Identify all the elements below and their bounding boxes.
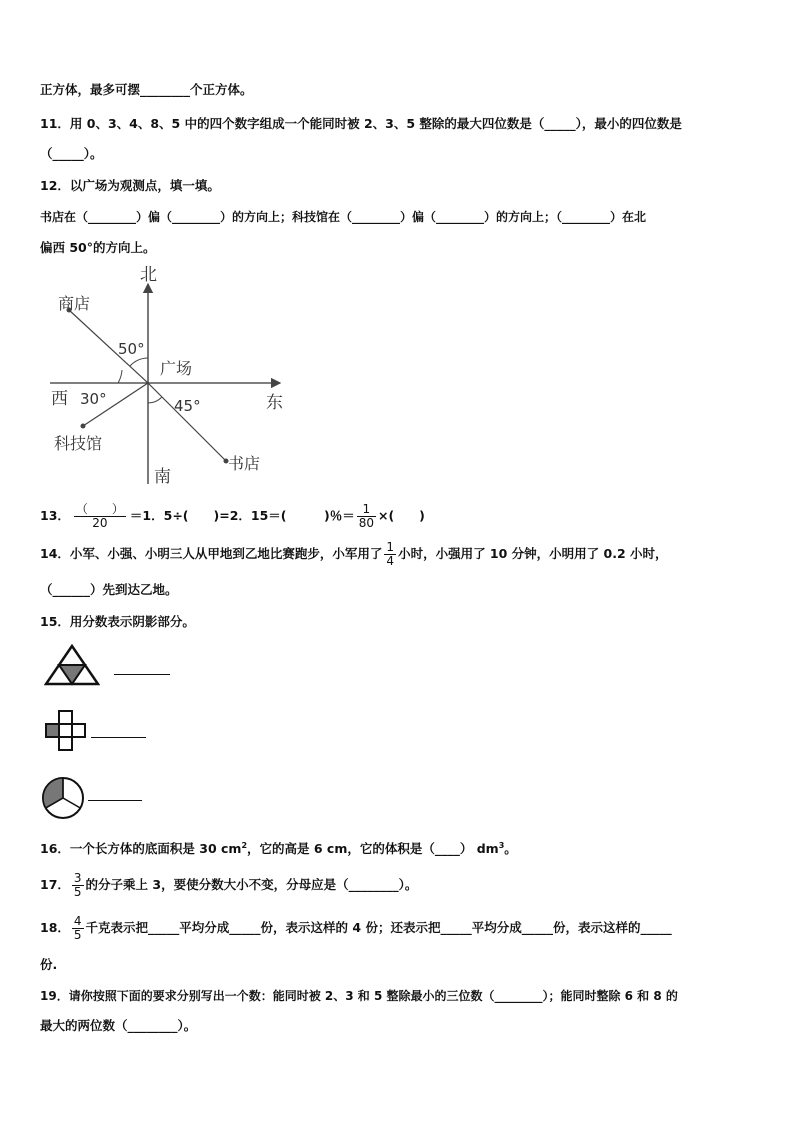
q19-line1: 19．请你按照下面的要求分别写出一个数：能同时被 2、3 和 5 整除最小的三位数（________）；能同时整除 6 和 8 的 xyxy=(40,989,678,1003)
label-shop: 商店 xyxy=(58,294,91,313)
q15-line: 15．用分数表示阴影部分。 xyxy=(40,614,195,629)
q17-fraction: $\frac{3}{5}$ xyxy=(73,870,82,899)
label-south: 南 xyxy=(154,467,171,487)
q13-fraction-2: $\frac{1}{80}$ xyxy=(358,501,374,530)
circle-figure xyxy=(40,775,86,821)
q18-fraction: $\frac{4}{5}$ xyxy=(73,913,82,942)
direction-diagram xyxy=(40,262,300,488)
q10-line: 正方体，最多可摆________个正方体。 xyxy=(40,82,253,97)
arc-museum xyxy=(118,370,122,383)
arc-shop xyxy=(130,358,148,366)
q15-number: 15． xyxy=(40,614,70,629)
q12-number: 12． xyxy=(40,178,70,193)
q13-tail: ×( ) xyxy=(378,507,425,523)
q16-line: 16．一个长方体的底面积是 30 $cm^2$，它的高是 6 cm，它的体积是（____） $dm^3$。 xyxy=(40,841,517,857)
label-museum: 科技馆 xyxy=(54,434,103,453)
q13-number: 13． xyxy=(40,507,70,523)
q12-line1: 12．以广场为观测点，填一填。 xyxy=(40,178,220,193)
q16-number: 16． xyxy=(40,841,70,857)
q19-line2: 最大的两位数（________）。 xyxy=(40,1018,197,1033)
q18-line1: 18． $\frac{4}{5}$ 千克表示把_____平均分成_____份，表示这样的 4 份；还表示把_____平均分成_____份，表示这样的_____ xyxy=(40,913,672,942)
circle-answer-blank[interactable] xyxy=(88,800,142,801)
q14-fraction: $\frac{1}{4}$ xyxy=(386,539,395,568)
q14-line1: 14． 小军、小强、小明三人从甲地到乙地比赛跑步，小军用了 $\frac{1}{4}$ 小时，小强用了 10 分钟，小明用了 0.2 小时， xyxy=(40,539,668,568)
bookstore-ray xyxy=(148,383,226,461)
label-angle-shop: 50° xyxy=(118,340,145,358)
q13-frac1-numerator[interactable]: （ ） xyxy=(75,501,124,516)
q19-number: 19． xyxy=(40,989,69,1003)
q18-number: 18． xyxy=(40,919,70,935)
triangle-figure xyxy=(44,644,100,686)
label-center: 广场 xyxy=(160,359,193,378)
museum-point xyxy=(81,424,86,429)
q17-line: 17． $\frac{3}{5}$ 的分子乘上 3，要使分数大小不变，分母应是（________）。 xyxy=(40,870,418,899)
q11-line2: （_____）。 xyxy=(40,146,103,161)
q12-line2: 书店在（________）偏（________）的方向上；科技馆在（________）偏（________）的方向上；（________）在北 xyxy=(40,210,647,224)
q12-line3: 偏西 50°的方向上。 xyxy=(40,240,156,255)
cross-answer-blank[interactable] xyxy=(91,737,146,738)
q11-line1: 11．用 0、3、4、8、5 中的四个数字组成一个能同时被 2、3、5 整除的最大四位数是（_____），最小的四位数是 xyxy=(40,116,682,131)
triangle-answer-blank[interactable] xyxy=(114,674,170,675)
q18-line2: 份. xyxy=(40,957,58,972)
label-bookstore: 书店 xyxy=(228,454,261,473)
q13-line xyxy=(40,496,425,536)
cross-figure xyxy=(44,710,88,754)
q11-number: 11． xyxy=(40,116,70,131)
label-north: 北 xyxy=(140,265,157,285)
label-west: 西 xyxy=(51,389,68,409)
q10-answer-blank[interactable]: ________ xyxy=(140,82,191,97)
q14-number: 14． xyxy=(40,545,70,561)
q17-number: 17． xyxy=(40,876,70,892)
arc-book xyxy=(148,397,162,403)
q14-line2: （______）先到达乙地。 xyxy=(40,582,178,597)
label-angle-book: 45° xyxy=(174,397,201,415)
q13-fraction-1 xyxy=(74,503,126,529)
q13-middle: ＝1．5÷( )=2．15＝( )％＝ xyxy=(129,507,355,523)
q13-frac1-denominator: 20 xyxy=(92,515,108,530)
label-east: 东 xyxy=(266,393,283,413)
label-angle-museum: 30° xyxy=(80,390,107,408)
